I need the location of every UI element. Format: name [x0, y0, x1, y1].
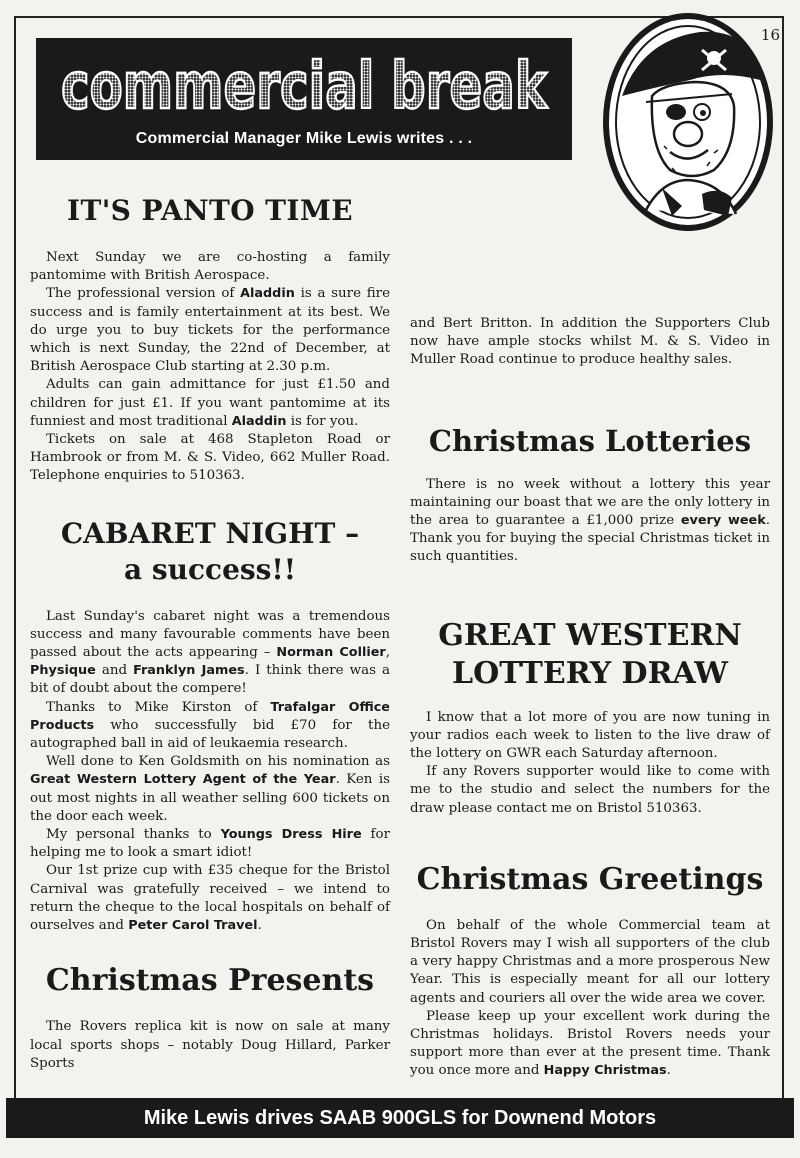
masthead-subtitle: Commercial Manager Mike Lewis writes . . .	[135, 130, 473, 147]
article-lotteries	[410, 424, 770, 567]
heading-lotteries: Christmas Lotteries	[428, 423, 752, 458]
footer-banner: Mike Lewis drives SAAB 900GLS for Downend Motors	[6, 1098, 794, 1138]
bold-name: Great Western Lottery Agent of the Year	[30, 772, 336, 788]
bold-name: every week	[680, 513, 766, 529]
bold-name: Franklyn James	[133, 663, 245, 679]
bold-name: Youngs Dress Hire	[220, 827, 362, 843]
page-number: 16	[760, 26, 780, 44]
paragraph: and Bert Britton. In addition the Supporters Club now have ample stocks whilst M. & S. Video in Muller Road continue to produce healthy sales.	[410, 316, 770, 368]
pirate-mascot-icon	[602, 10, 774, 234]
paragraph: Adults can gain admittance for just £1.50 and children for just £1. If you want pantomime at its funniest and most traditional Aladdin is for you.	[30, 377, 390, 429]
bold-name: Trafalgar Office Products	[30, 699, 390, 733]
paragraph: Well done to Ken Goldsmith on his nomination as Great Western Lottery Agent of the Year. Ken is out most nights in all weather selling 600 tickets on the door each week.	[30, 754, 390, 824]
paragraph: Next Sunday we are co-hosting a family pantomime with British Aerospace.	[30, 250, 390, 284]
paragraph: I know that a lot more of you are now tuning in your radios each week to listen to the live draw of the lottery on GWR each Saturday afternoon.	[410, 709, 770, 762]
right-column	[410, 315, 770, 1081]
article-body	[410, 709, 770, 818]
article-presents-continued	[410, 315, 770, 370]
bold-name: Aladdin	[240, 286, 295, 302]
logo-text: commercial break	[61, 50, 549, 124]
paragraph: The professional version of Aladdin is a sure fire success and is family entertainment at its best. We do urge you to buy tickets for the performance which is next Sunday, the 22nd of December, at British Aerospace Club starting at 2.30 p.m.	[30, 286, 390, 375]
bold-name: Norman Collier	[276, 645, 386, 661]
article-body	[410, 917, 770, 1081]
heading-cabaret-line2: a success!!	[123, 552, 297, 586]
article-body	[30, 1018, 390, 1073]
article-greetings	[410, 862, 770, 1081]
article-cabaret	[30, 516, 390, 936]
paragraph: If any Rovers supporter would like to come with me to the studio and select the numbers for the draw please contact me on Bristol 510363.	[410, 764, 770, 816]
paragraph: The Rovers replica kit is now on sale at many local sports shops – notably Doug Hillard, Parker Sports	[30, 1019, 390, 1071]
article-presents	[30, 963, 390, 1073]
paragraph: Thanks to Mike Kirston of Trafalgar Office Products who successfully bid £70 for the autographed ball in aid of leukaemia research.	[30, 699, 390, 752]
heading-great-western	[410, 617, 770, 693]
heading-presents: Christmas Presents	[45, 963, 375, 999]
paragraph: Our 1st prize cup with £35 cheque for the Bristol Carnival was gratefully received – we intend to return the cheque to the local hospitals on behalf of ourselves and Peter Carol Travel.	[30, 863, 390, 934]
heading-cabaret-line1: CABARET NIGHT –	[60, 516, 360, 550]
bold-name: Aladdin	[231, 413, 287, 429]
masthead-banner	[36, 38, 572, 160]
article-body	[410, 476, 770, 567]
article-body	[30, 608, 390, 936]
article-body	[30, 249, 390, 486]
heading-great-western-line2: LOTTERY DRAW	[452, 655, 728, 691]
paragraph: Tickets on sale at 468 Stapleton Road or Hambrook or from M. & S. Video, 662 Muller Road. Telephone enquiries to 510363.	[30, 432, 390, 484]
heading-great-western-line1: GREAT WESTERN	[438, 617, 742, 653]
paragraph: Please keep up your excellent work during the Christmas holidays. Bristol Rovers needs your support more than ever at the present time. Thank you once more and Happy Christmas.	[410, 1008, 770, 1079]
left-column	[30, 192, 390, 1073]
paragraph: There is no week without a lottery this year maintaining our boast that we are the only lottery in the area to guarantee a £1,000 prize every week. Thank you for buying the special Christmas ticket in such quantities.	[410, 476, 771, 565]
paragraph: On behalf of the whole Commercial team at Bristol Rovers may I wish all supporters of the club a very happy Christmas and a more prosperous New Year. This is especially meant for all our lottery agents and couriers all over the wide area we cover.	[410, 917, 770, 1006]
article-great-western	[410, 617, 770, 818]
heading-panto: IT'S PANTO TIME	[66, 194, 354, 227]
bold-name: Peter Carol Travel	[128, 918, 258, 934]
bold-name: Physique	[30, 663, 96, 679]
paragraph: My personal thanks to Youngs Dress Hire for helping me to look a smart idiot!	[30, 827, 390, 861]
article-panto	[30, 194, 390, 486]
commercial-break-logo	[54, 52, 554, 128]
heading-greetings: Christmas Greetings	[416, 861, 764, 897]
bold-name: Happy Christmas	[543, 1063, 667, 1079]
heading-cabaret	[30, 516, 390, 588]
paragraph: Last Sunday's cabaret night was a tremendous success and many favourable comments have been passed about the acts appearing – Norman Collier, Physique and Franklyn James. I think there was a bit of doubt about the compere!	[30, 608, 390, 697]
